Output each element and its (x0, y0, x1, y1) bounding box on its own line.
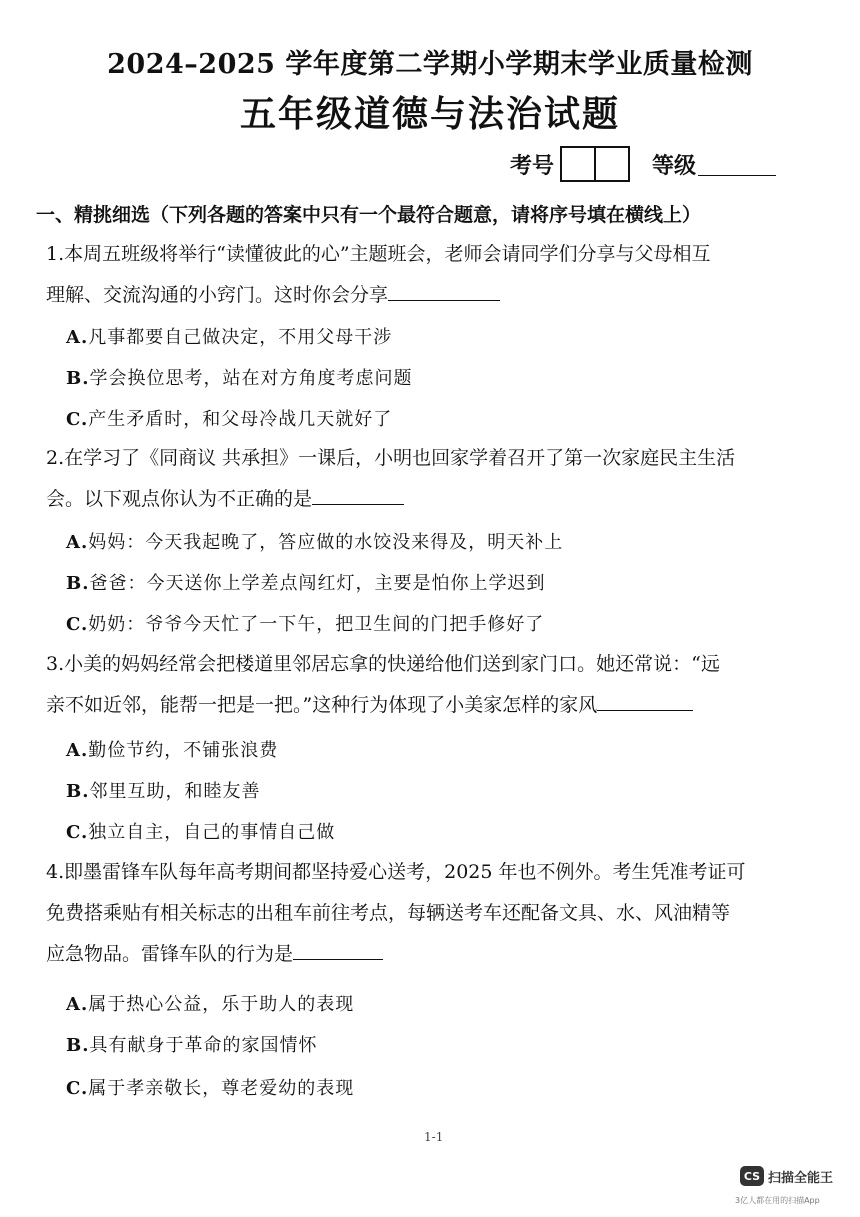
grade-blank (698, 153, 776, 176)
question-2 (46, 438, 831, 520)
option-1a: A.凡事都要自己做决定，不用父母干涉 (66, 327, 393, 348)
answer-blank (388, 280, 500, 301)
grade-label: 等级 (652, 152, 697, 179)
exam-number-box (560, 146, 596, 182)
question-text-line: 亲不如近邻，能帮一把是一把。”这种行为体现了小美家怎样的家风 (46, 685, 831, 726)
scanner-watermark (740, 1166, 833, 1186)
page-marker: 1-1 (424, 1130, 444, 1144)
question-text-line: 1.本周五班级将举行“读懂彼此的心”主题班会，老师会请同学们分享与父母相互 (46, 243, 711, 265)
answer-blank (597, 690, 693, 711)
option-1b: B.学会换位思考，站在对方角度考虑问题 (66, 368, 413, 389)
question-text-line: 3.小美的妈妈经常会把楼道里邻居忘拿的快递给他们送到家门口。她还常说：“远 (46, 653, 720, 675)
option-2a: A.妈妈：今天我起晚了，答应做的水饺没来得及，明天补上 (66, 532, 564, 553)
exam-title-subject: 五年级道德与法治试题 (239, 93, 620, 135)
option-1c: C.产生矛盾时，和父母冷战几天就好了 (66, 409, 393, 430)
question-1 (46, 234, 831, 316)
answer-blank (312, 484, 404, 505)
question-text-line: 2.在学习了《同商议 共承担》一课后，小明也回家学着召开了第一次家庭民主生活 (46, 447, 736, 469)
scanner-logo-icon: CS (740, 1166, 764, 1186)
option-2b: B.爸爸：今天送你上学差点闯红灯，主要是怕你上学迟到 (66, 573, 546, 594)
scanner-tagline: 3亿人都在用的扫描App (735, 1196, 820, 1205)
question-text-line: 应急物品。雷锋车队的行为是 (46, 934, 831, 975)
exam-title-line1: 2024–2025 学年度第二学期小学期末学业质量检测 (107, 49, 753, 80)
question-text-line: 4.即墨雷锋车队每年高考期间都坚持爱心送考，2025 年也不例外。考生凭准考证可 (46, 861, 746, 883)
exam-number-boxes (560, 146, 630, 182)
question-3 (46, 644, 831, 726)
scanner-name: 扫描全能王 (768, 1170, 834, 1186)
question-text-line: 理解、交流沟通的小窍门。这时你会分享 (46, 275, 831, 316)
option-2c: C.奶奶：爷爷今天忙了一下午，把卫生间的门把手修好了 (66, 614, 545, 635)
option-3c: C.独立自主，自己的事情自己做 (66, 822, 336, 843)
question-text-line: 会。以下观点你认为不正确的是 (46, 479, 831, 520)
question-text-line: 免费搭乘贴有相关标志的出租车前往考点，每辆送考车还配备文具、水、风油精等 (46, 902, 731, 924)
option-4a: A.属于热心公益，乐于助人的表现 (66, 994, 355, 1015)
option-3b: B.邻里互助，和睦友善 (66, 781, 261, 802)
answer-blank (293, 939, 383, 960)
section-heading: 一、精挑细选（下列各题的答案中只有一个最符合题意，请将序号填在横线上） (36, 204, 702, 226)
exam-number-label: 考号 (510, 152, 555, 179)
exam-info-row (510, 146, 776, 182)
option-3a: A.勤俭节约，不铺张浪费 (66, 740, 279, 761)
option-4c: C.属于孝亲敬长，尊老爱幼的表现 (66, 1078, 355, 1099)
option-4b: B.具有献身于革命的家国情怀 (66, 1035, 318, 1056)
question-4 (46, 852, 831, 975)
exam-number-box (596, 146, 630, 182)
